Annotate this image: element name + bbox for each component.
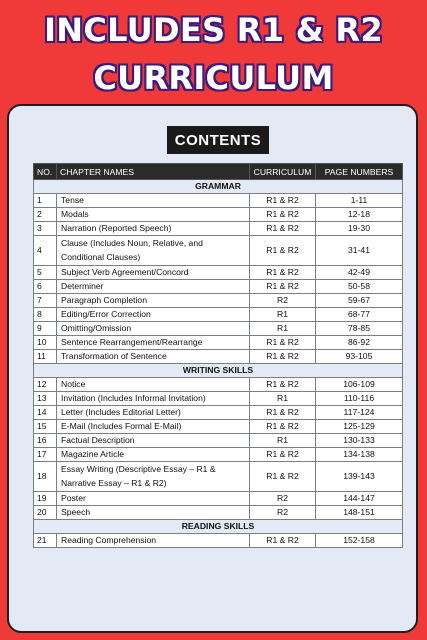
chapter-name: Clause (Includes Noun, Relative, and Conditional Clauses)	[57, 236, 250, 266]
chapter-number: 3	[34, 222, 57, 236]
curriculum-cell: R1 & R2	[250, 194, 316, 208]
table-row	[34, 222, 403, 236]
table-row	[34, 434, 403, 448]
chapter-name: Letter (Includes Editorial Letter)	[57, 406, 250, 420]
chapter-number: 10	[34, 336, 57, 350]
page-numbers-cell: 50-58	[316, 280, 403, 294]
page-numbers-cell: 148-151	[316, 506, 403, 520]
table-row	[34, 336, 403, 350]
header-page-numbers: PAGE NUMBERS	[316, 164, 403, 180]
table-row	[34, 266, 403, 280]
page-numbers-cell: 139-143	[316, 462, 403, 492]
page-numbers-cell: 93-105	[316, 350, 403, 364]
chapter-name: Paragraph Completion	[57, 294, 250, 308]
chapter-number: 7	[34, 294, 57, 308]
curriculum-cell: R1 & R2	[250, 378, 316, 392]
chapter-name: Factual Description	[57, 434, 250, 448]
page-numbers-cell: 106-109	[316, 378, 403, 392]
curriculum-cell: R1 & R2	[250, 236, 316, 266]
headline	[0, 6, 427, 102]
headline-line-2: CURRICULUM	[93, 59, 334, 97]
table-header-row	[34, 164, 403, 180]
page-numbers-cell: 125-129	[316, 420, 403, 434]
section-row	[34, 180, 403, 194]
table-row	[34, 448, 403, 462]
section-row	[34, 520, 403, 534]
chapter-number: 21	[34, 534, 57, 548]
page-numbers-cell: 152-158	[316, 534, 403, 548]
table-row	[34, 294, 403, 308]
header-curriculum: CURRICULUM	[250, 164, 316, 180]
table-row	[34, 378, 403, 392]
chapter-name: Notice	[57, 378, 250, 392]
section-row	[34, 364, 403, 378]
curriculum-cell: R1	[250, 322, 316, 336]
header-chapter-names: CHAPTER NAMES	[57, 164, 250, 180]
contents-card	[7, 104, 418, 633]
table-row	[34, 308, 403, 322]
table-row	[34, 208, 403, 222]
table-row	[34, 194, 403, 208]
chapter-number: 20	[34, 506, 57, 520]
page-numbers-cell: 19-30	[316, 222, 403, 236]
chapter-name: Magazine Article	[57, 448, 250, 462]
chapter-name: Sentence Rearrangement/Rearrange	[57, 336, 250, 350]
table-body	[34, 180, 403, 548]
chapter-name: Essay Writing (Descriptive Essay – R1 & Narrative Essay – R1 & R2)	[57, 462, 250, 492]
chapter-name: Modals	[57, 208, 250, 222]
table-row	[34, 392, 403, 406]
header-no: NO.	[34, 164, 57, 180]
curriculum-cell: R1 & R2	[250, 534, 316, 548]
curriculum-cell: R1 & R2	[250, 208, 316, 222]
section-title: WRITING SKILLS	[34, 364, 403, 378]
chapter-name: Omitting/Omission	[57, 322, 250, 336]
section-title: READING SKILLS	[34, 520, 403, 534]
table-row	[34, 236, 403, 266]
curriculum-cell: R2	[250, 492, 316, 506]
curriculum-cell: R1 & R2	[250, 406, 316, 420]
table-row	[34, 420, 403, 434]
chapter-number: 18	[34, 462, 57, 492]
headline-line-1: INCLUDES R1 & R2	[44, 11, 383, 49]
chapter-number: 2	[34, 208, 57, 222]
chapter-number: 17	[34, 448, 57, 462]
chapter-number: 6	[34, 280, 57, 294]
contents-table	[33, 163, 403, 548]
page-numbers-cell: 78-85	[316, 322, 403, 336]
chapter-name: E-Mail (Includes Formal E-Mail)	[57, 420, 250, 434]
chapter-number: 5	[34, 266, 57, 280]
curriculum-cell: R1 & R2	[250, 222, 316, 236]
table-row	[34, 534, 403, 548]
page-numbers-cell: 68-77	[316, 308, 403, 322]
curriculum-cell: R1 & R2	[250, 420, 316, 434]
page-numbers-cell: 42-49	[316, 266, 403, 280]
chapter-number: 12	[34, 378, 57, 392]
chapter-name: Reading Comprehension	[57, 534, 250, 548]
chapter-name: Subject Verb Agreement/Concord	[57, 266, 250, 280]
curriculum-cell: R1 & R2	[250, 350, 316, 364]
page-numbers-cell: 144-147	[316, 492, 403, 506]
chapter-number: 4	[34, 236, 57, 266]
chapter-name: Tense	[57, 194, 250, 208]
chapter-name: Determiner	[57, 280, 250, 294]
page-numbers-cell: 110-116	[316, 392, 403, 406]
curriculum-cell: R2	[250, 294, 316, 308]
chapter-name: Speech	[57, 506, 250, 520]
page-numbers-cell: 117-124	[316, 406, 403, 420]
chapter-name: Transformation of Sentence	[57, 350, 250, 364]
curriculum-cell: R1 & R2	[250, 448, 316, 462]
table-row	[34, 322, 403, 336]
page-numbers-cell: 59-67	[316, 294, 403, 308]
chapter-number: 14	[34, 406, 57, 420]
chapter-number: 1	[34, 194, 57, 208]
table-row	[34, 406, 403, 420]
chapter-number: 15	[34, 420, 57, 434]
curriculum-cell: R1 & R2	[250, 280, 316, 294]
chapter-name: Poster	[57, 492, 250, 506]
chapter-number: 16	[34, 434, 57, 448]
table-row	[34, 462, 403, 492]
section-title: GRAMMAR	[34, 180, 403, 194]
curriculum-cell: R1	[250, 308, 316, 322]
curriculum-cell: R1 & R2	[250, 336, 316, 350]
table-row	[34, 350, 403, 364]
chapter-number: 13	[34, 392, 57, 406]
table-row	[34, 280, 403, 294]
page-numbers-cell: 130-133	[316, 434, 403, 448]
table-row	[34, 492, 403, 506]
chapter-name: Narration (Reported Speech)	[57, 222, 250, 236]
table-row	[34, 506, 403, 520]
page-numbers-cell: 12-18	[316, 208, 403, 222]
page-numbers-cell: 134-138	[316, 448, 403, 462]
chapter-number: 11	[34, 350, 57, 364]
page-numbers-cell: 1-11	[316, 194, 403, 208]
chapter-number: 19	[34, 492, 57, 506]
chapter-name: Invitation (Includes Informal Invitation)	[57, 392, 250, 406]
page-numbers-cell: 86-92	[316, 336, 403, 350]
chapter-name: Editing/Error Correction	[57, 308, 250, 322]
contents-label: CONTENTS	[167, 126, 269, 154]
curriculum-cell: R1	[250, 434, 316, 448]
curriculum-cell: R1 & R2	[250, 266, 316, 280]
chapter-number: 9	[34, 322, 57, 336]
chapter-number: 8	[34, 308, 57, 322]
curriculum-cell: R1 & R2	[250, 462, 316, 492]
curriculum-cell: R2	[250, 506, 316, 520]
page-numbers-cell: 31-41	[316, 236, 403, 266]
curriculum-cell: R1	[250, 392, 316, 406]
